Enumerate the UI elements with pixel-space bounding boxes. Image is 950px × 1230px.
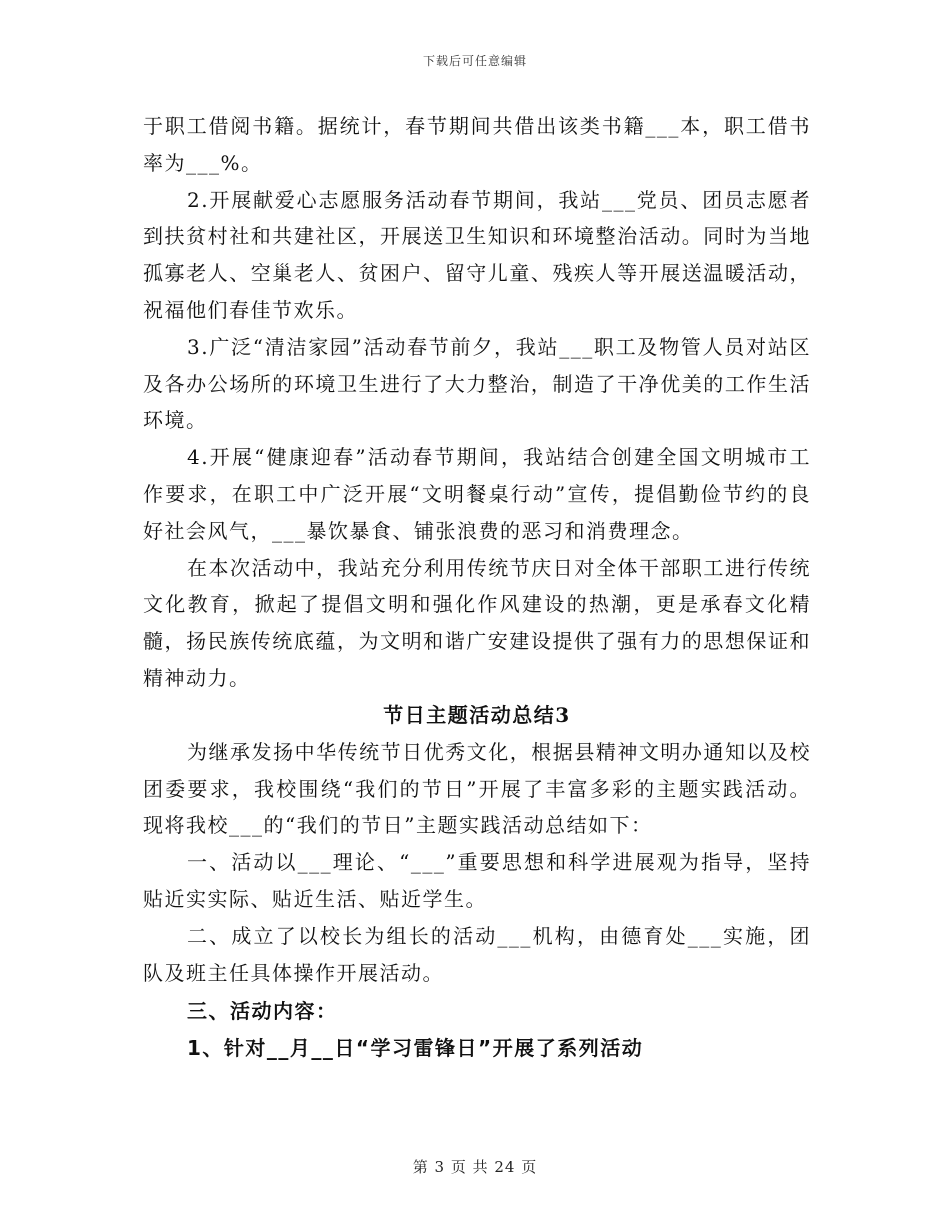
paragraph-book-lending: 于职工借阅书籍。据统计，春节期间共借出该类书籍___本，职工借书率为___%。 — [143, 114, 811, 175]
paragraph-intro: 为继承发扬中华传统节日优秀文化，根据县精神文明办通知以及校团委要求，我校围绕“我们的节日”开展了丰富多彩的主题实践活动。现将我校___的“我们的节日”主题实践活动总结如下： — [143, 739, 811, 838]
paragraph-guidance: 一、活动以___理论、“___”重要思想和科学进展观为指导，坚持贴近实实际、贴近生活、贴近学生。 — [143, 850, 811, 911]
heading-activity-content: 三、活动内容： — [187, 999, 338, 1024]
page-header: 下载后可任意编辑 — [422, 54, 527, 68]
heading-lei-feng-day: 1、针对__月__日“学习雷锋日”开展了系列活动 — [187, 1036, 644, 1061]
paragraph-summary: 在本次活动中，我站充分利用传统节庆日对全体干部职工进行传统文化教育，掀起了提倡文明和强化作风建设的热潮，更是承春文化精髓，扬民族传统底蕴，为文明和谐广安建设提供了强有力的思想保证和精神动力。 — [143, 555, 811, 690]
section-title: 节日主题活动总结3 — [383, 702, 571, 727]
paragraph-volunteer-service: 2.开展献爱心志愿服务活动春节期间，我站___党员、团员志愿者到扶贫村社和共建社区，开展送卫生知识和环境整治活动。同时为当地孤寡老人、空巢老人、贫困户、留守儿童、残疾人等开展送温暖活动，祝福他们春佳节欢乐。 — [143, 187, 811, 322]
paragraph-clean-home: 3.广泛“清洁家园”活动春节前夕，我站___职工及物管人员对站区及各办公场所的环境卫生进行了大力整治，制造了干净优美的工作生活环境。 — [143, 334, 811, 433]
document-body — [143, 108, 811, 1067]
paragraph-organization: 二、成立了以校长为组长的活动___机构，由德育处___实施，团队及班主任具体操作开展活动。 — [143, 923, 811, 985]
paragraph-healthy-spring: 4.开展“健康迎春”活动春节期间，我站结合创建全国文明城市工作要求，在职工中广泛开展“文明餐桌行动”宣传，提倡勤俭节约的良好社会风气，___暴饮暴食、铺张浪费的恶习和消费理念。 — [143, 445, 811, 543]
page-footer: 第 3 页 共 24 页 — [412, 1158, 538, 1176]
